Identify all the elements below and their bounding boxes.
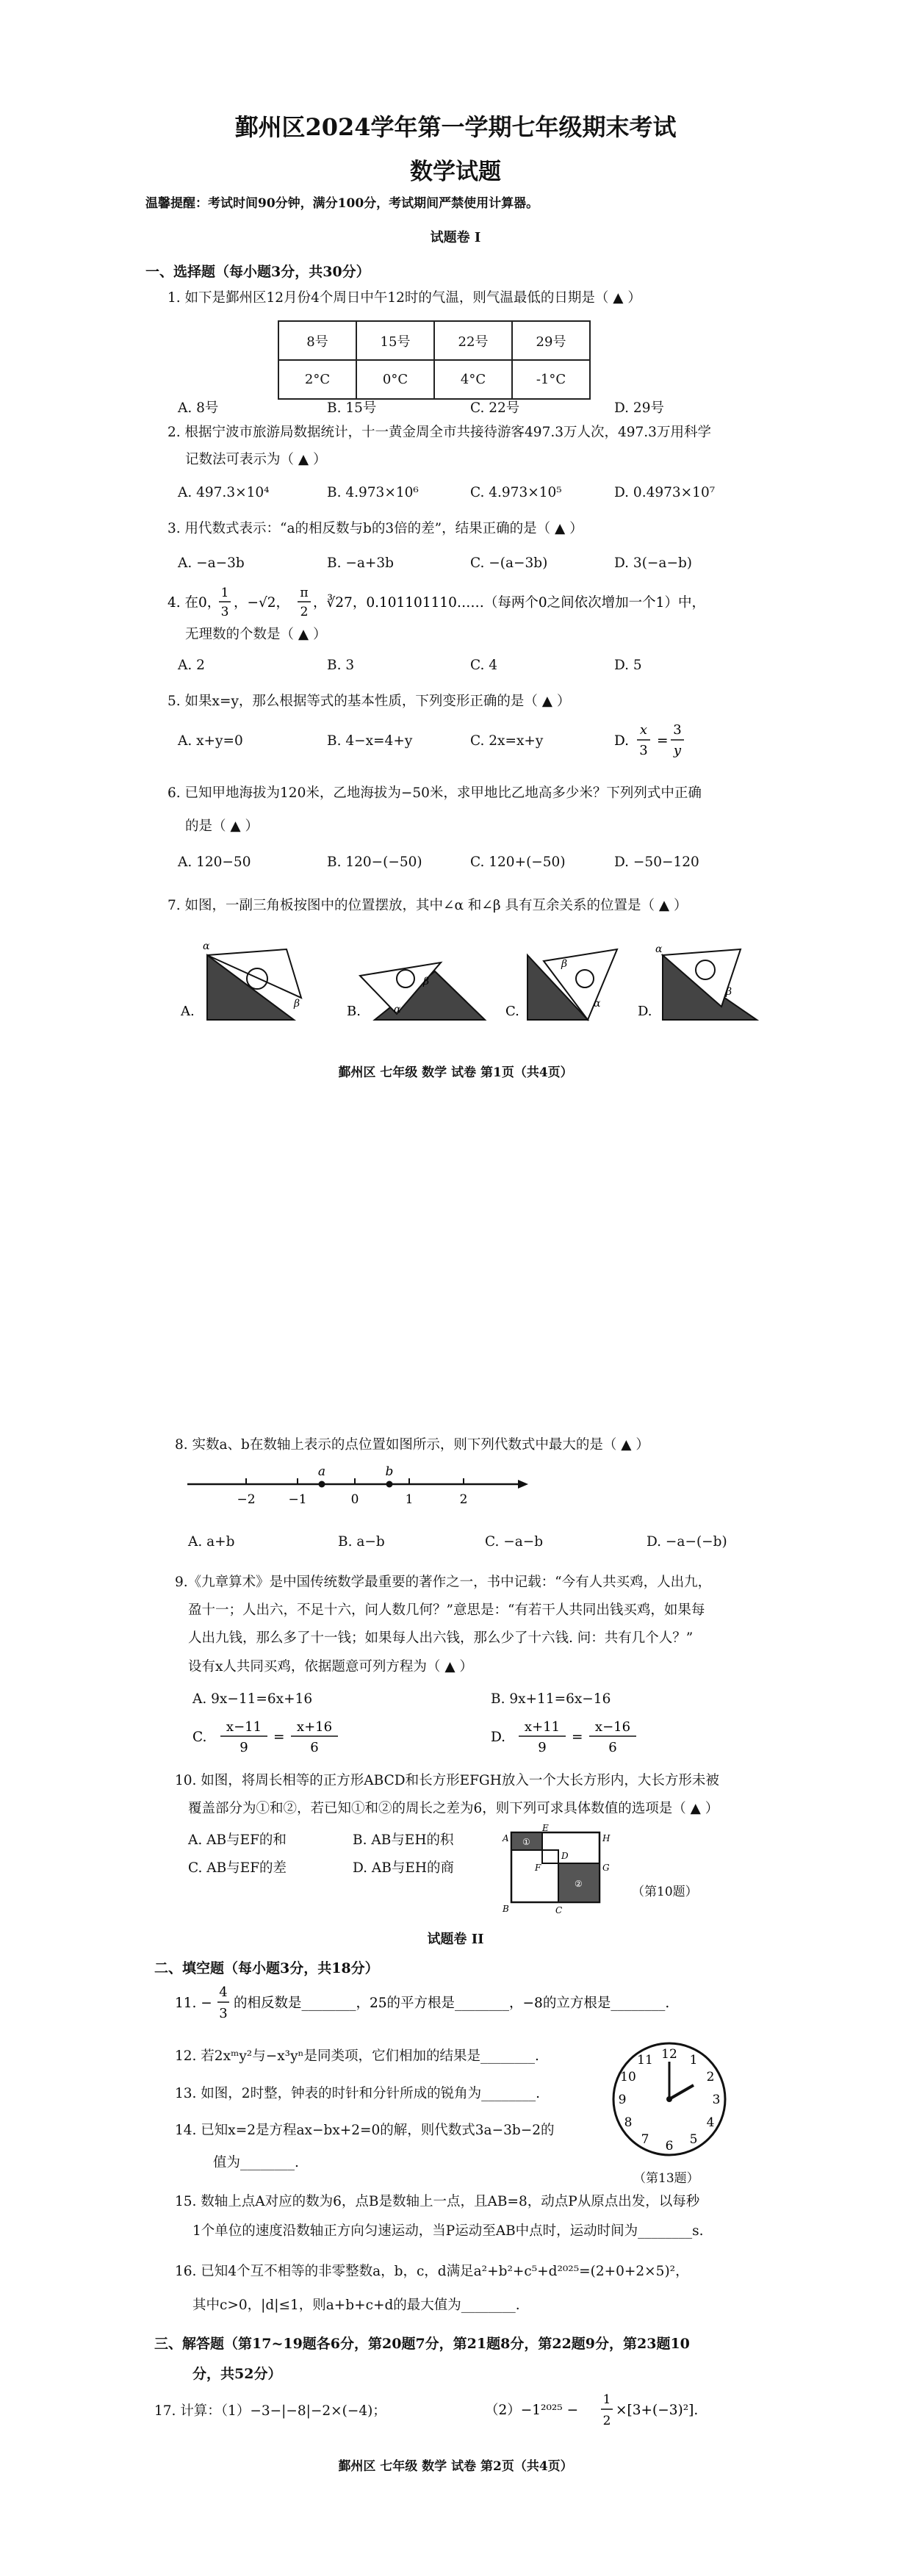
fig-label: B [503,1904,509,1914]
clock-number: 7 [641,2132,649,2147]
q7-beta-a: β [294,998,300,1010]
tick-label: 0 [350,1492,359,1507]
q4-frac2-num: π [300,586,309,600]
q3-option-c: C. −(a−3b) [470,555,548,571]
table-cell: 0°C [356,360,434,399]
page1-footer: 鄞州区 七年级 数学 试卷 第1页（共4页） [338,1065,573,1080]
q9-option-b: B. 9x+11=6x−16 [491,1691,611,1707]
exam-title: 鄞州区2024学年第一学期七年级期末考试 [234,113,677,141]
q9-optc-lnum: x−11 [226,1719,262,1735]
q10-option-c: C. AB与EF的差 [188,1860,287,1876]
section-fill-heading: 二、填空题（每小题3分，共18分） [154,1960,379,1976]
q3-text: 3. 用代数式表示：“a的相反数与b的3倍的差”，结果正确的是（ ▲ ） [168,521,583,536]
q6-option-c: C. 120+(−50) [470,855,566,870]
clock-number: 6 [665,2139,674,2154]
q1-option-a: A. 8号 [178,400,219,416]
q4-prefix: 4. 在0， [168,595,221,611]
clock-number: 4 [706,2115,715,2130]
table-cell: 2°C [278,360,356,399]
q12-text: 12. 若2xᵐy²与−x³yⁿ是同类项，它们相加的结果是________. [175,2048,539,2064]
fig-label: D [561,1851,569,1861]
q10-caption: （第10题） [632,1885,698,1899]
q6-option-a: A. 120−50 [178,855,251,870]
q16-line2: 其中c>0，|d|≤1，则a+b+c+d的最大值为________. [192,2298,520,2313]
q4-frac1-num: 1 [220,586,229,600]
point-b-label: b [385,1464,394,1479]
q11-pre: 11. − [175,1996,212,2011]
q17-part1: 17. 计算：（1）−3−|−8|−2×(−4)； [154,2403,386,2419]
q10-option-b: B. AB与EH的积 [353,1832,454,1848]
q7-alpha-c: α [594,998,601,1010]
fig-label: C [555,1905,563,1915]
q9-line1: 9.《九章算术》是中国传统数学最重要的著作之一，书中记载：“今有人共买鸡，人出九， [175,1575,712,1590]
fig-label: H [602,1833,611,1843]
q7-alpha-d: α [655,943,663,955]
q5-text: 5. 如果x=y，那么根据等式的基本性质，下列变形正确的是（ ▲ ） [168,694,571,709]
q9-optc-label: C. [192,1730,207,1745]
axis-arrow [518,1480,528,1489]
q10-line2: 覆盖部分为①和②，若已知①和②的周长之差为6，则下列可求具体数值的选项是（ ▲ ） [188,1801,719,1816]
q1-temperature-table [278,320,591,400]
q10-option-a: A. AB与EF的和 [188,1832,287,1848]
fig-label: G [602,1863,610,1873]
section-solve-line1: 三、解答题（第17~19题各6分，第20题7分，第21题8分，第22题9分，第23题10 [154,2336,690,2352]
section-solve-line2: 分，共52分） [192,2366,282,2382]
q3-option-a: A. −a−3b [178,555,245,571]
q4-stem [168,580,843,625]
q4-mid: ，−√2， [234,595,290,611]
q11-post: 的相反数是________，25的平方根是________，−8的立方根是________. [234,1996,670,2011]
q9-optc-lden: 9 [240,1740,248,1755]
q10-option-d: D. AB与EH的商 [353,1860,455,1876]
q2-option-b: B. 4.973×10⁶ [327,485,419,500]
point-b [386,1481,393,1488]
q1-option-d: D. 29号 [614,400,664,416]
tick-label: −1 [288,1492,307,1507]
q11-den: 3 [219,2006,228,2021]
q13-text: 13. 如图，2时整，钟表的时针和分针所成的锐角为________. [175,2086,540,2101]
q3-option-b: B. −a+3b [327,555,395,571]
fig-label: E [542,1824,549,1833]
q3-option-d: D. 3(−a−b) [614,555,693,571]
q17-part2 [485,2388,705,2433]
q1-option-b: B. 15号 [327,400,377,416]
fig-label: ① [522,1837,530,1847]
q5-optd-lden: 3 [639,743,648,758]
q7-alpha-a: α [203,940,210,952]
clock-number: 8 [624,2115,633,2130]
q15-line2: 1个单位的速度沿数轴正方向匀速运动，当P运动至AB中点时，运动时间为________s. [192,2223,704,2239]
q7-label-c: C. [505,1004,519,1019]
fig-label: A [503,1833,509,1843]
q4-option-b: B. 3 [327,658,355,673]
q5-option-c: C. 2x=x+y [470,733,544,749]
tick-label: 2 [459,1492,468,1507]
q6-option-b: B. 120−(−50) [327,855,422,870]
paper-label-1: 试题卷 I [430,230,481,245]
q7-alpha-b: α [394,1004,401,1015]
q7-label-d: D. [638,1004,652,1019]
q6-option-d: D. −50−120 [614,855,699,870]
q9-optc-rnum: x+16 [296,1719,333,1735]
q6-line2: 的是（ ▲ ） [185,819,259,834]
fig-label: F [535,1863,541,1873]
q8-option-c: C. −a−b [485,1534,544,1550]
q9-optc-eq: = [273,1730,285,1745]
q4-suffix: ，∛27，0.101101110……（每两个0之间依次增加一个1）中， [313,595,705,611]
q16-line1: 16. 已知4个互不相等的非零整数a，b，c，d满足a²+b²+c⁵+d²⁰²⁵=(2+0+2×5)²， [175,2264,689,2279]
q17-part2-pre: （2）−1²⁰²⁵ − [485,2403,579,2418]
tick-label: 1 [405,1492,414,1507]
page2-footer: 鄞州区 七年级 数学 试卷 第2页（共4页） [338,2459,573,2474]
q8-number-line [187,1462,533,1515]
paper-label-2: 试题卷 II [427,1932,484,1947]
clock-number: 3 [712,2093,721,2107]
q11-num: 4 [219,1985,228,2000]
q5-option-b: B. 4−x=4+y [327,733,413,749]
q9-line2: 盈十一；人出六，不足十六，问人数几何？”意思是：“有若干人共同出钱买鸡，如果每 [188,1602,705,1618]
fig-label: ② [575,1879,583,1889]
q4-line2: 无理数的个数是（ ▲ ） [185,627,327,642]
table-cell: 15号 [356,321,434,360]
q2-option-c: C. 4.973×10⁵ [470,485,562,500]
q4-option-a: A. 2 [178,658,205,673]
q5-option-d [614,719,702,764]
q7-beta-d: β [726,986,732,998]
table-cell: 4°C [434,360,512,399]
table-cell: 22号 [434,321,512,360]
q10-figure [497,1824,622,1919]
point-a-label: a [317,1464,326,1479]
q9-option-c [192,1713,384,1762]
q13-clock [607,2037,732,2162]
q7-triangle-figures [176,933,764,1029]
exam-note: 温馨提醒：考试时间90分钟，满分100分，考试期间严禁使用计算器。 [145,196,539,211]
q5-optd-rden: y [673,743,682,758]
q4-frac2-den: 2 [300,605,309,619]
q7-label-a: A. [181,1004,195,1019]
table-cell: 29号 [512,321,590,360]
q14-line1: 14. 已知x=2是方程ax−bx+2=0的解，则代数式3a−3b−2的 [175,2123,555,2138]
q10-line1: 10. 如图，将周长相等的正方形ABCD和长方形EFGH放入一个大长方形内，大长方形未被 [175,1773,719,1788]
q9-optd-eq: = [572,1730,583,1745]
rectangle-efgh [542,1832,599,1863]
q6-line1: 6. 已知甲地海拔为120米，乙地海拔为−50米，求甲地比乙地高多少米？下列列式中正确 [168,785,702,801]
clock-number: 9 [618,2093,627,2107]
clock-number: 5 [689,2132,698,2147]
q9-option-a: A. 9x−11=6x+16 [192,1691,313,1707]
clock-number: 12 [661,2047,677,2062]
q2-option-a: A. 497.3×10⁴ [178,485,270,500]
q9-optd-lden: 9 [538,1740,547,1755]
point-a [319,1481,325,1488]
q9-optd-rnum: x−16 [594,1719,631,1735]
q9-line3: 人出九钱，那么多了十一钱；如果每人出六钱，那么少了十六钱. 问：共有几个人？” [188,1630,694,1646]
q9-option-d [491,1713,682,1762]
q9-line4: 设有x人共同买鸡，依据题意可列方程为（ ▲ ） [188,1659,473,1674]
clock-caption: （第13题） [633,2171,699,2186]
clock-number: 2 [706,2070,715,2084]
q14-line2: 值为________. [213,2155,299,2170]
q2-option-d: D. 0.4973×10⁷ [614,485,716,500]
q5-optd-label: D. [614,733,630,749]
q8-option-b: B. a−b [338,1534,385,1550]
q17-num: 1 [602,2392,611,2407]
q8-option-a: A. a+b [188,1534,235,1550]
q9-optd-lnum: x+11 [524,1719,561,1735]
q2-line2: 记数法可表示为（ ▲ ） [185,452,327,467]
clock-number: 11 [637,2053,653,2068]
tick-label: −2 [237,1492,256,1507]
q5-optd-rnum: 3 [673,722,682,738]
q5-option-a: A. x+y=0 [178,733,243,749]
section-choice-heading: 一、选择题（每小题3分，共30分） [145,264,370,280]
square-abcd [511,1850,558,1902]
q9-optd-label: D. [491,1730,506,1745]
q4-option-d: D. 5 [614,658,642,673]
clock-number: 10 [620,2070,636,2084]
q15-line1: 15. 数轴上点A对应的数为6，点B是数轴上一点，且AB=8，动点P从原点出发，以每秒 [175,2194,700,2209]
clock-number: 1 [689,2053,698,2068]
q8-text: 8. 实数a、b在数轴上表示的点位置如图所示，则下列代数式中最大的是（ ▲ ） [175,1437,649,1453]
q9-optc-rden: 6 [310,1740,319,1755]
q1-text: 1. 如下是鄞州区12月份4个周日中午12时的气温，则气温最低的日期是（ ▲ ） [168,290,641,306]
table-cell: 8号 [278,321,356,360]
exam-subtitle: 数学试题 [410,159,501,185]
q17-part2-post: ×[3+(−3)²]. [616,2403,699,2418]
q9-optd-rden: 6 [608,1740,617,1755]
q1-option-c: C. 22号 [470,400,520,416]
q7-text: 7. 如图，一副三角板按图中的位置摆放，其中∠α 和∠β 具有互余关系的位置是（ ▲ ） [168,898,688,913]
q5-optd-lnum: x [639,722,648,738]
q7-label-b: B. [347,1004,361,1019]
q4-option-c: C. 4 [470,658,498,673]
q11-stem [175,1981,792,2026]
q7-beta-b: β [423,976,430,987]
q8-option-d: D. −a−(−b) [647,1534,727,1550]
q17-den: 2 [602,2414,611,2428]
q7-beta-c: β [561,958,568,970]
q5-optd-eq: = [657,733,669,749]
q4-frac1-den: 3 [220,605,229,619]
q2-line1: 2. 根据宁波市旅游局数据统计，十一黄金周全市共接待游客497.3万人次，497.3万用科学 [168,425,711,440]
table-cell: -1°C [512,360,590,399]
clock-center [666,2096,672,2102]
